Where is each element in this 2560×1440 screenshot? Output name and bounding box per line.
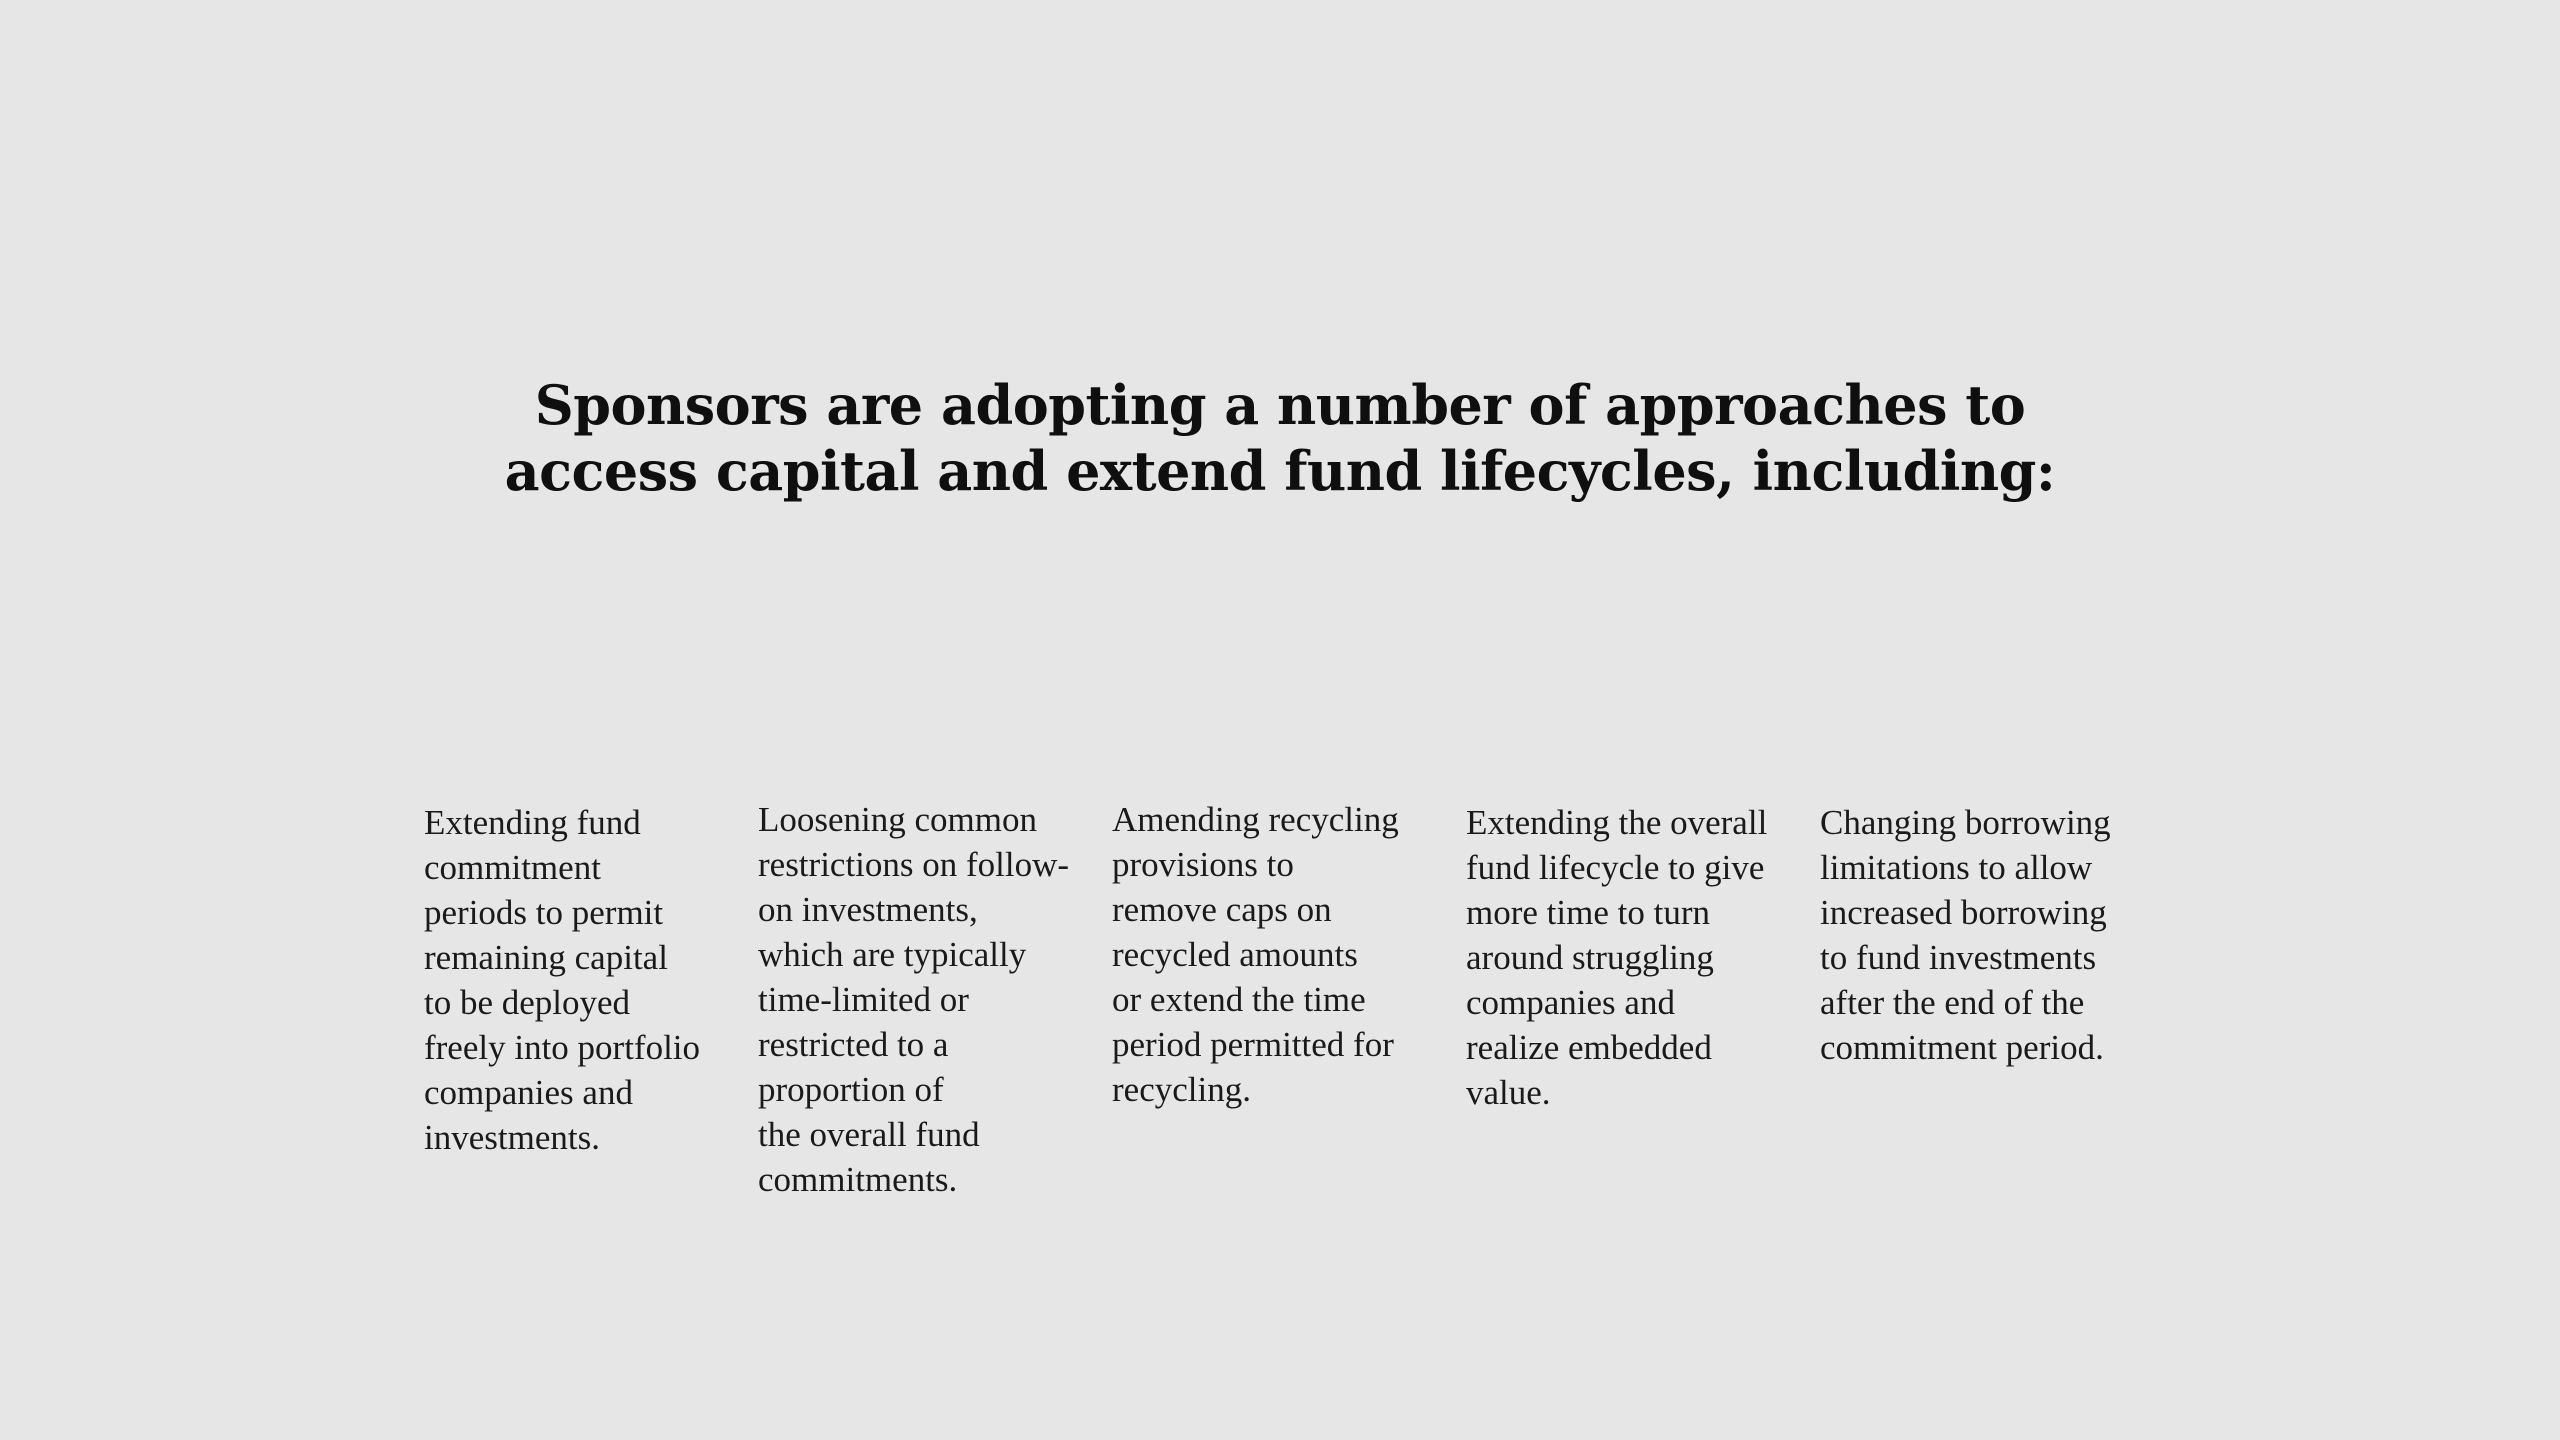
text-line: the overall fund xyxy=(758,1115,980,1154)
text-line: Extending the overall xyxy=(1466,803,1768,842)
approach-extend-commitment-periods xyxy=(424,800,724,1160)
title-line: Sponsors are adopting a number of approaches to xyxy=(534,373,2026,438)
text-line: increased borrowing xyxy=(1820,893,2107,932)
text-line: period permitted for xyxy=(1112,1025,1394,1064)
approach-loosen-follow-on-restrictions xyxy=(758,797,1070,1202)
text-line: proportion of xyxy=(758,1070,944,1109)
text-line: recycling. xyxy=(1112,1070,1251,1109)
text-line: or extend the time xyxy=(1112,980,1366,1019)
text-line: time-limited or xyxy=(758,980,969,1019)
text-line: freely into portfolio xyxy=(424,1028,701,1067)
title-line: access capital and extend fund lifecycles, including: xyxy=(504,439,2056,504)
text-line: recycled amounts xyxy=(1112,935,1358,974)
text-line: restrictions on follow- xyxy=(758,845,1070,884)
text-line: investments. xyxy=(424,1118,600,1157)
text-line: limitations to allow xyxy=(1820,848,2093,887)
text-line: commitment period. xyxy=(1820,1028,2104,1067)
text-line: companies and xyxy=(1466,983,1675,1022)
text-line: to fund investments xyxy=(1820,938,2097,977)
text-line: to be deployed xyxy=(424,983,631,1022)
text-line: around struggling xyxy=(1466,938,1714,977)
text-line: fund lifecycle to give xyxy=(1466,848,1765,887)
text-line: Changing borrowing xyxy=(1820,803,2111,842)
text-line: Extending fund xyxy=(424,803,641,842)
text-line: realize embedded xyxy=(1466,1028,1712,1067)
approach-extend-fund-lifecycle xyxy=(1466,800,1766,1115)
text-line: periods to permit xyxy=(424,893,664,932)
text-line: Loosening common xyxy=(758,800,1037,839)
text-line: commitment xyxy=(424,848,601,887)
text-line: after the end of the xyxy=(1820,983,2085,1022)
text-line: restricted to a xyxy=(758,1025,949,1064)
text-line: Amending recycling xyxy=(1112,800,1399,839)
approach-change-borrowing-limitations xyxy=(1820,800,2120,1070)
text-line: commitments. xyxy=(758,1160,958,1199)
text-line: provisions to xyxy=(1112,845,1294,884)
page-title xyxy=(0,372,2560,504)
text-line: which are typically xyxy=(758,935,1027,974)
text-line: remove caps on xyxy=(1112,890,1332,929)
text-line: more time to turn xyxy=(1466,893,1710,932)
text-line: value. xyxy=(1466,1073,1551,1112)
text-line: on investments, xyxy=(758,890,978,929)
text-line: companies and xyxy=(424,1073,633,1112)
approach-amend-recycling-provisions xyxy=(1112,797,1412,1112)
text-line: remaining capital xyxy=(424,938,668,977)
